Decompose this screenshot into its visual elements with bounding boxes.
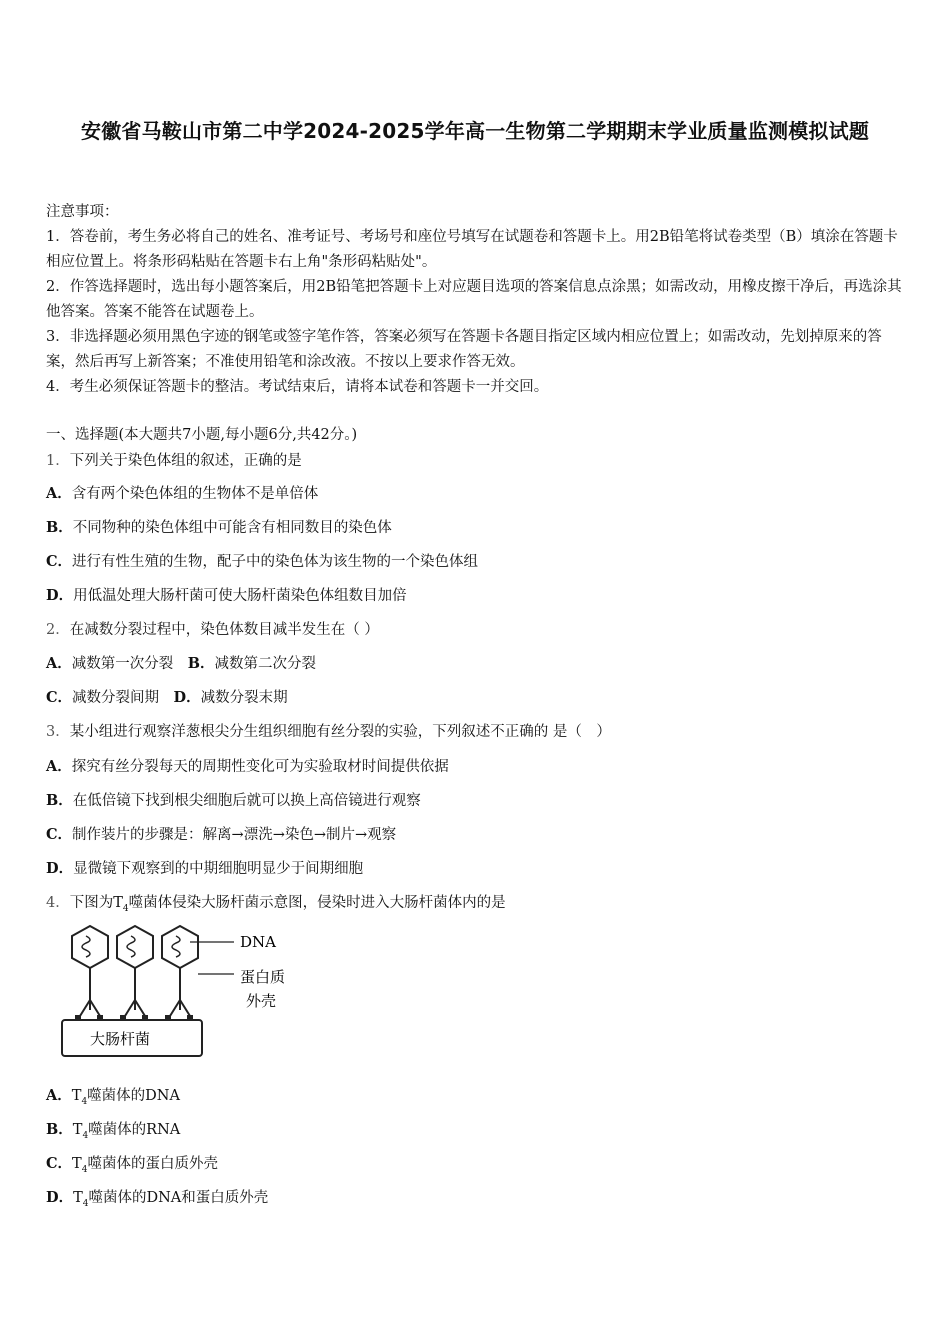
option-label: B． xyxy=(46,792,73,809)
subscript: 4 xyxy=(82,1130,89,1141)
option-label: A． xyxy=(46,1087,72,1104)
option-text: 制作装片的步骤是：解离→漂洗→染色→制片→观察 xyxy=(72,827,397,843)
option-label: B． xyxy=(187,655,215,672)
option-text: 减数分裂末期 xyxy=(200,690,288,706)
question-text: 某小组进行观察洋葱根尖分生组织细胞有丝分裂的实验，下列叙述不正确的 是（ ） xyxy=(69,724,611,740)
subscript: 4 xyxy=(81,1096,88,1107)
question-text: 噬菌体侵染大肠杆菌示意图，侵染时进入大肠杆菌体内的是 xyxy=(128,895,506,911)
option-text: 减数分裂间期 xyxy=(72,690,160,706)
option-text: 噬菌体的DNA和蛋白质外壳 xyxy=(88,1190,269,1206)
subscript: 4 xyxy=(82,1198,89,1209)
option-text: 进行有性生殖的生物，配子中的染色体为该生物的一个染色体组 xyxy=(72,554,479,570)
option-label: B． xyxy=(46,519,73,536)
question-text: 下列关于染色体组的叙述，正确的是 xyxy=(69,453,302,469)
note-item: 1．答卷前，考生务必将自己的姓名、准考证号、考场号和座位号填写在试题卷和答题卡上。用2B铅笔将试卷类型（B）填涂在答题卡相应位置上。将条形码粘贴在答题卡右上角"条形码粘贴处"。 xyxy=(46,229,898,270)
q2-options-ab xyxy=(46,653,906,675)
option-text: 用低温处理大肠杆菌可使大肠杆菌染色体组数目加倍 xyxy=(73,588,407,604)
option-text: T xyxy=(72,1156,82,1172)
q1-option-d xyxy=(46,585,906,607)
option-label: D． xyxy=(46,587,74,604)
option-label: A． xyxy=(46,485,72,502)
question-text: 下图为T xyxy=(69,895,123,911)
q2-options-cd xyxy=(46,687,906,709)
option-text: 在低倍镜下找到根尖细胞后就可以换上高倍镜进行观察 xyxy=(72,793,421,809)
option-label: B． xyxy=(46,1121,73,1138)
question-3-stem xyxy=(46,721,906,743)
q3-option-a xyxy=(46,756,906,778)
option-text: 减数第一次分裂 xyxy=(71,656,174,672)
subscript: 4 xyxy=(81,1164,88,1175)
document-title: 安徽省马鞍山市第二中学2024-2025学年高一生物第二学期期末学业质量监测模拟试题 xyxy=(80,119,870,143)
q1-option-a xyxy=(46,483,906,505)
question-text: 在减数分裂过程中，染色体数目减半发生在（ ） xyxy=(69,622,379,638)
section-heading: 一、选择题(本大题共7小题,每小题6分,共42分。) xyxy=(46,427,358,443)
q4-option-d xyxy=(46,1187,906,1215)
subscript: 4 xyxy=(122,903,129,914)
option-text: 不同物种的染色体组中可能含有相同数目的染色体 xyxy=(72,520,392,536)
question-number: 3． xyxy=(46,724,70,740)
phage-infection-figure xyxy=(50,924,320,1064)
question-number: 2． xyxy=(46,622,70,638)
q4-option-c xyxy=(46,1153,906,1181)
notes-block xyxy=(46,200,906,400)
notes-heading: 注意事项： xyxy=(46,204,119,220)
q1-option-b xyxy=(46,517,906,539)
q1-option-c xyxy=(46,551,906,573)
note-item: 4．考生必须保证答题卡的整洁。考试结束后，请将本试卷和答题卡一并交回。 xyxy=(46,379,549,395)
option-label: A． xyxy=(46,655,72,672)
note-item: 3．非选择题必须用黑色字迹的钢笔或签字笔作答，答案必须写在答题卡各题目指定区域内相应位置上；如需改动，先划掉原来的答案，然后再写上新答案；不准使用铅笔和涂改液。不按以上要求作答无效。 xyxy=(46,329,882,370)
option-label: C． xyxy=(46,1155,73,1172)
figure-label-shell: 外壳 xyxy=(246,992,277,1010)
option-text: T xyxy=(72,1122,83,1138)
option-text: 噬菌体的RNA xyxy=(88,1122,181,1138)
q3-option-b xyxy=(46,790,906,812)
option-text: 探究有丝分裂每天的周期性变化可为实验取材时间提供依据 xyxy=(71,759,449,775)
option-text: 噬菌体的蛋白质外壳 xyxy=(87,1156,218,1172)
q4-option-b xyxy=(46,1119,906,1147)
option-text: 减数第二次分裂 xyxy=(214,656,317,672)
q4-option-a xyxy=(46,1085,906,1113)
option-text: 含有两个染色体组的生物体不是单倍体 xyxy=(71,486,319,502)
option-label: D． xyxy=(46,1189,74,1206)
option-label: C． xyxy=(46,826,73,843)
option-label: C． xyxy=(46,553,73,570)
option-text: 显微镜下观察到的中期细胞明显少于间期细胞 xyxy=(73,861,364,877)
question-1-stem xyxy=(46,450,906,472)
option-text: 噬菌体的DNA xyxy=(87,1088,180,1104)
option-text: T xyxy=(71,1088,82,1104)
note-item: 2．作答选择题时，选出每小题答案后，用2B铅笔把答题卡上对应题目选项的答案信息点涂黑；如需改动，用橡皮擦干净后，再选涂其他答案。答案不能答在试题卷上。 xyxy=(46,279,902,320)
question-number: 4． xyxy=(46,895,70,911)
figure-label-dna: DNA xyxy=(240,933,276,951)
q3-option-c xyxy=(46,824,906,846)
q3-option-d xyxy=(46,858,906,880)
option-label: D． xyxy=(46,860,74,877)
option-label: D． xyxy=(173,689,201,706)
figure-label-protein: 蛋白质 xyxy=(240,968,286,986)
option-label: A． xyxy=(46,758,72,775)
option-label: C． xyxy=(46,689,73,706)
question-2-stem xyxy=(46,619,906,641)
question-number: 1． xyxy=(46,453,70,469)
question-4-stem xyxy=(46,892,906,920)
figure-label-ecoli: 大肠杆菌 xyxy=(90,1030,151,1048)
option-text: T xyxy=(73,1190,83,1206)
